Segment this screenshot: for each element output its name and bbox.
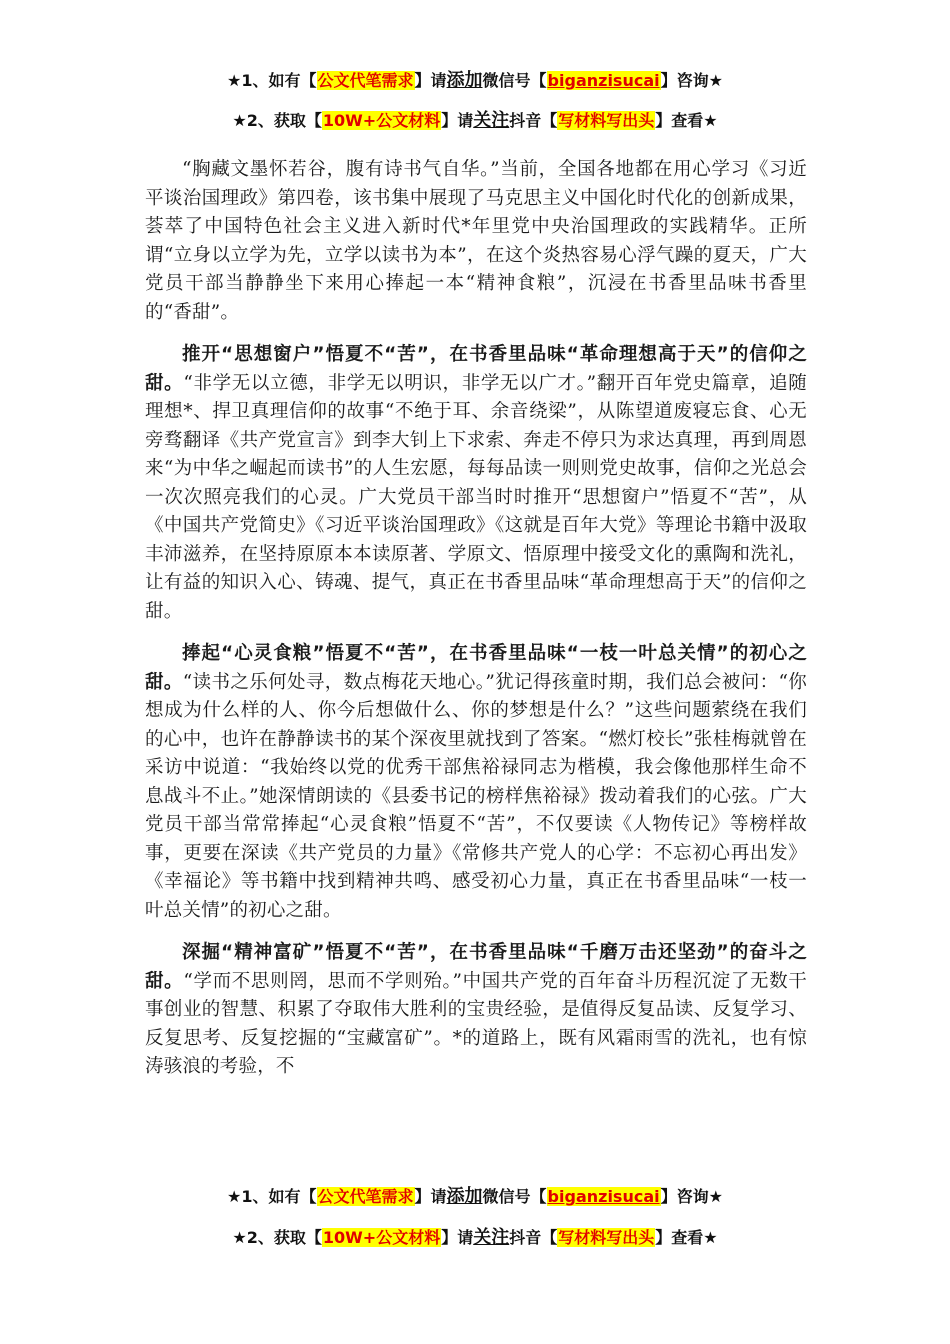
section-heading-1: 推开“思想窗户”悟夏不“苦”，在书香里品味“革命理想高于天”的信仰之甜。 <box>145 344 807 394</box>
banner-underlined-text: 关注 <box>473 1227 510 1248</box>
banner-highlight: 写材料写出头 <box>558 111 655 130</box>
banner-text: 抖音【 <box>509 111 558 130</box>
banner-prefix: ★2、获取【 <box>232 1228 322 1247</box>
wechat-id-link[interactable]: biganzisucai <box>547 71 660 90</box>
banner-text: 微信号【 <box>482 1187 547 1206</box>
bottom-banner-line-1 <box>0 1186 950 1208</box>
section-paragraph-1 <box>145 341 807 626</box>
banner-prefix: ★1、如有【 <box>227 1187 317 1206</box>
banner-underlined-text: 添加 <box>446 1186 483 1207</box>
article-body <box>145 156 807 1082</box>
banner-suffix: 】查看★ <box>655 111 718 130</box>
banner-suffix: 】咨询★ <box>660 1187 723 1206</box>
banner-highlight: 写材料写出头 <box>558 1228 655 1247</box>
bottom-banner-line-2 <box>0 1227 950 1249</box>
banner-text: 】请 <box>441 111 474 130</box>
banner-highlight: 10W+公文材料 <box>322 1228 441 1247</box>
banner-text: 微信号【 <box>482 71 547 90</box>
top-banner-line-2 <box>0 110 950 132</box>
section-body-1: “非学无以立德，非学无以明识，非学无以广才。”翻开百年党史篇章，追随理想*、捍卫真理信仰的故事“不绝于耳、余音绕梁”，从陈望道废寝忘食、心无旁骛翻译《共产党宣言》到李大钊上下求索、奔走不停只为求达真理，再到周恩来“为中华之崛起而读书”的人生宏愿，每每品读一则则党史故事，信仰之光总会一次次照亮我们的心灵。广大党员干部当时时推开“思想窗户”悟夏不“苦”，从《中国共产党简史》《习近平谈治国理政》《这就是百年大党》等理论书籍中汲取丰沛滋养，在坚持原原本本读原著、学原文、悟原理中接受文化的熏陶和洗礼，让有益的知识入心、铸魂、提气，真正在书香里品味“革命理想高于天”的信仰之甜。 <box>145 372 808 622</box>
banner-text: 抖音【 <box>509 1228 558 1247</box>
section-paragraph-3 <box>145 939 807 1082</box>
banner-text: 】请 <box>414 1187 447 1206</box>
section-paragraph-2 <box>145 640 807 925</box>
banner-text: 】请 <box>414 71 447 90</box>
section-heading-3: 深掘“精神富矿”悟夏不“苦”，在书香里品味“千磨万击还坚劲”的奋斗之甜。 <box>145 942 807 992</box>
banner-suffix: 】查看★ <box>655 1228 718 1247</box>
banner-suffix: 】咨询★ <box>660 71 723 90</box>
banner-highlight: 公文代笔需求 <box>317 71 414 90</box>
banner-underlined-text: 添加 <box>446 70 483 91</box>
banner-highlight: 10W+公文材料 <box>322 111 441 130</box>
banner-prefix: ★2、获取【 <box>232 111 322 130</box>
section-body-2: “读书之乐何处寻，数点梅花天地心。”犹记得孩童时期，我们总会被问：“你想成为什么样的人、你今后想做什么、你的梦想是什么？”这些问题萦绕在我们的心中，也许在静静读书的某个深夜里就找到了答案。“燃灯校长”张桂梅就曾在采访中说道：“我始终以党的优秀干部焦裕禄同志为楷模，我会像他那样生命不息战斗不止。”她深情朗读的《县委书记的榜样焦裕禄》拨动着我们的心弦。广大党员干部当常常捧起“心灵食粮”悟夏不“苦”，不仅要读《人物传记》等榜样故事，更要在深读《共产党员的力量》《常修共产党人的心学：不忘初心再出发》《幸福论》等书籍中找到精神共鸣、感受初心力量，真正在书香里品味“一枝一叶总关情”的初心之甜。 <box>145 671 807 921</box>
banner-underlined-text: 关注 <box>473 110 510 131</box>
banner-highlight: 公文代笔需求 <box>317 1187 414 1206</box>
wechat-id-link[interactable]: biganzisucai <box>547 1187 660 1206</box>
banner-text: 】请 <box>441 1228 474 1247</box>
section-body-3: “学而不思则罔，思而不学则殆。”中国共产党的百年奋斗历程沉淀了无数干事创业的智慧、积累了夺取伟大胜利的宝贵经验，是值得反复品读、反复学习、反复思考、反复挖掘的“宝藏富矿”。*的道路上，既有风霜雨雪的洗礼，也有惊涛骇浪的考验，不 <box>145 970 808 1077</box>
intro-paragraph: “胸藏文墨怀若谷，腹有诗书气自华。”当前，全国各地都在用心学习《习近平谈治国理政》第四卷，该书集中展现了马克思主义中国化时代化的创新成果，荟萃了中国特色社会主义进入新时代*年里党中央治国理政的实践精华。正所谓“立身以立学为先，立学以读书为本”，在这个炎热容易心浮气躁的夏天，广大党员干部当静静坐下来用心捧起一本“精神食粮”，沉浸在书香里品味书香里的“香甜”。 <box>145 159 807 323</box>
top-banner-line-1 <box>0 70 950 92</box>
banner-prefix: ★1、如有【 <box>227 71 317 90</box>
section-heading-2: 捧起“心灵食粮”悟夏不“苦”，在书香里品味“一枝一叶总关情”的初心之甜。 <box>145 643 807 693</box>
